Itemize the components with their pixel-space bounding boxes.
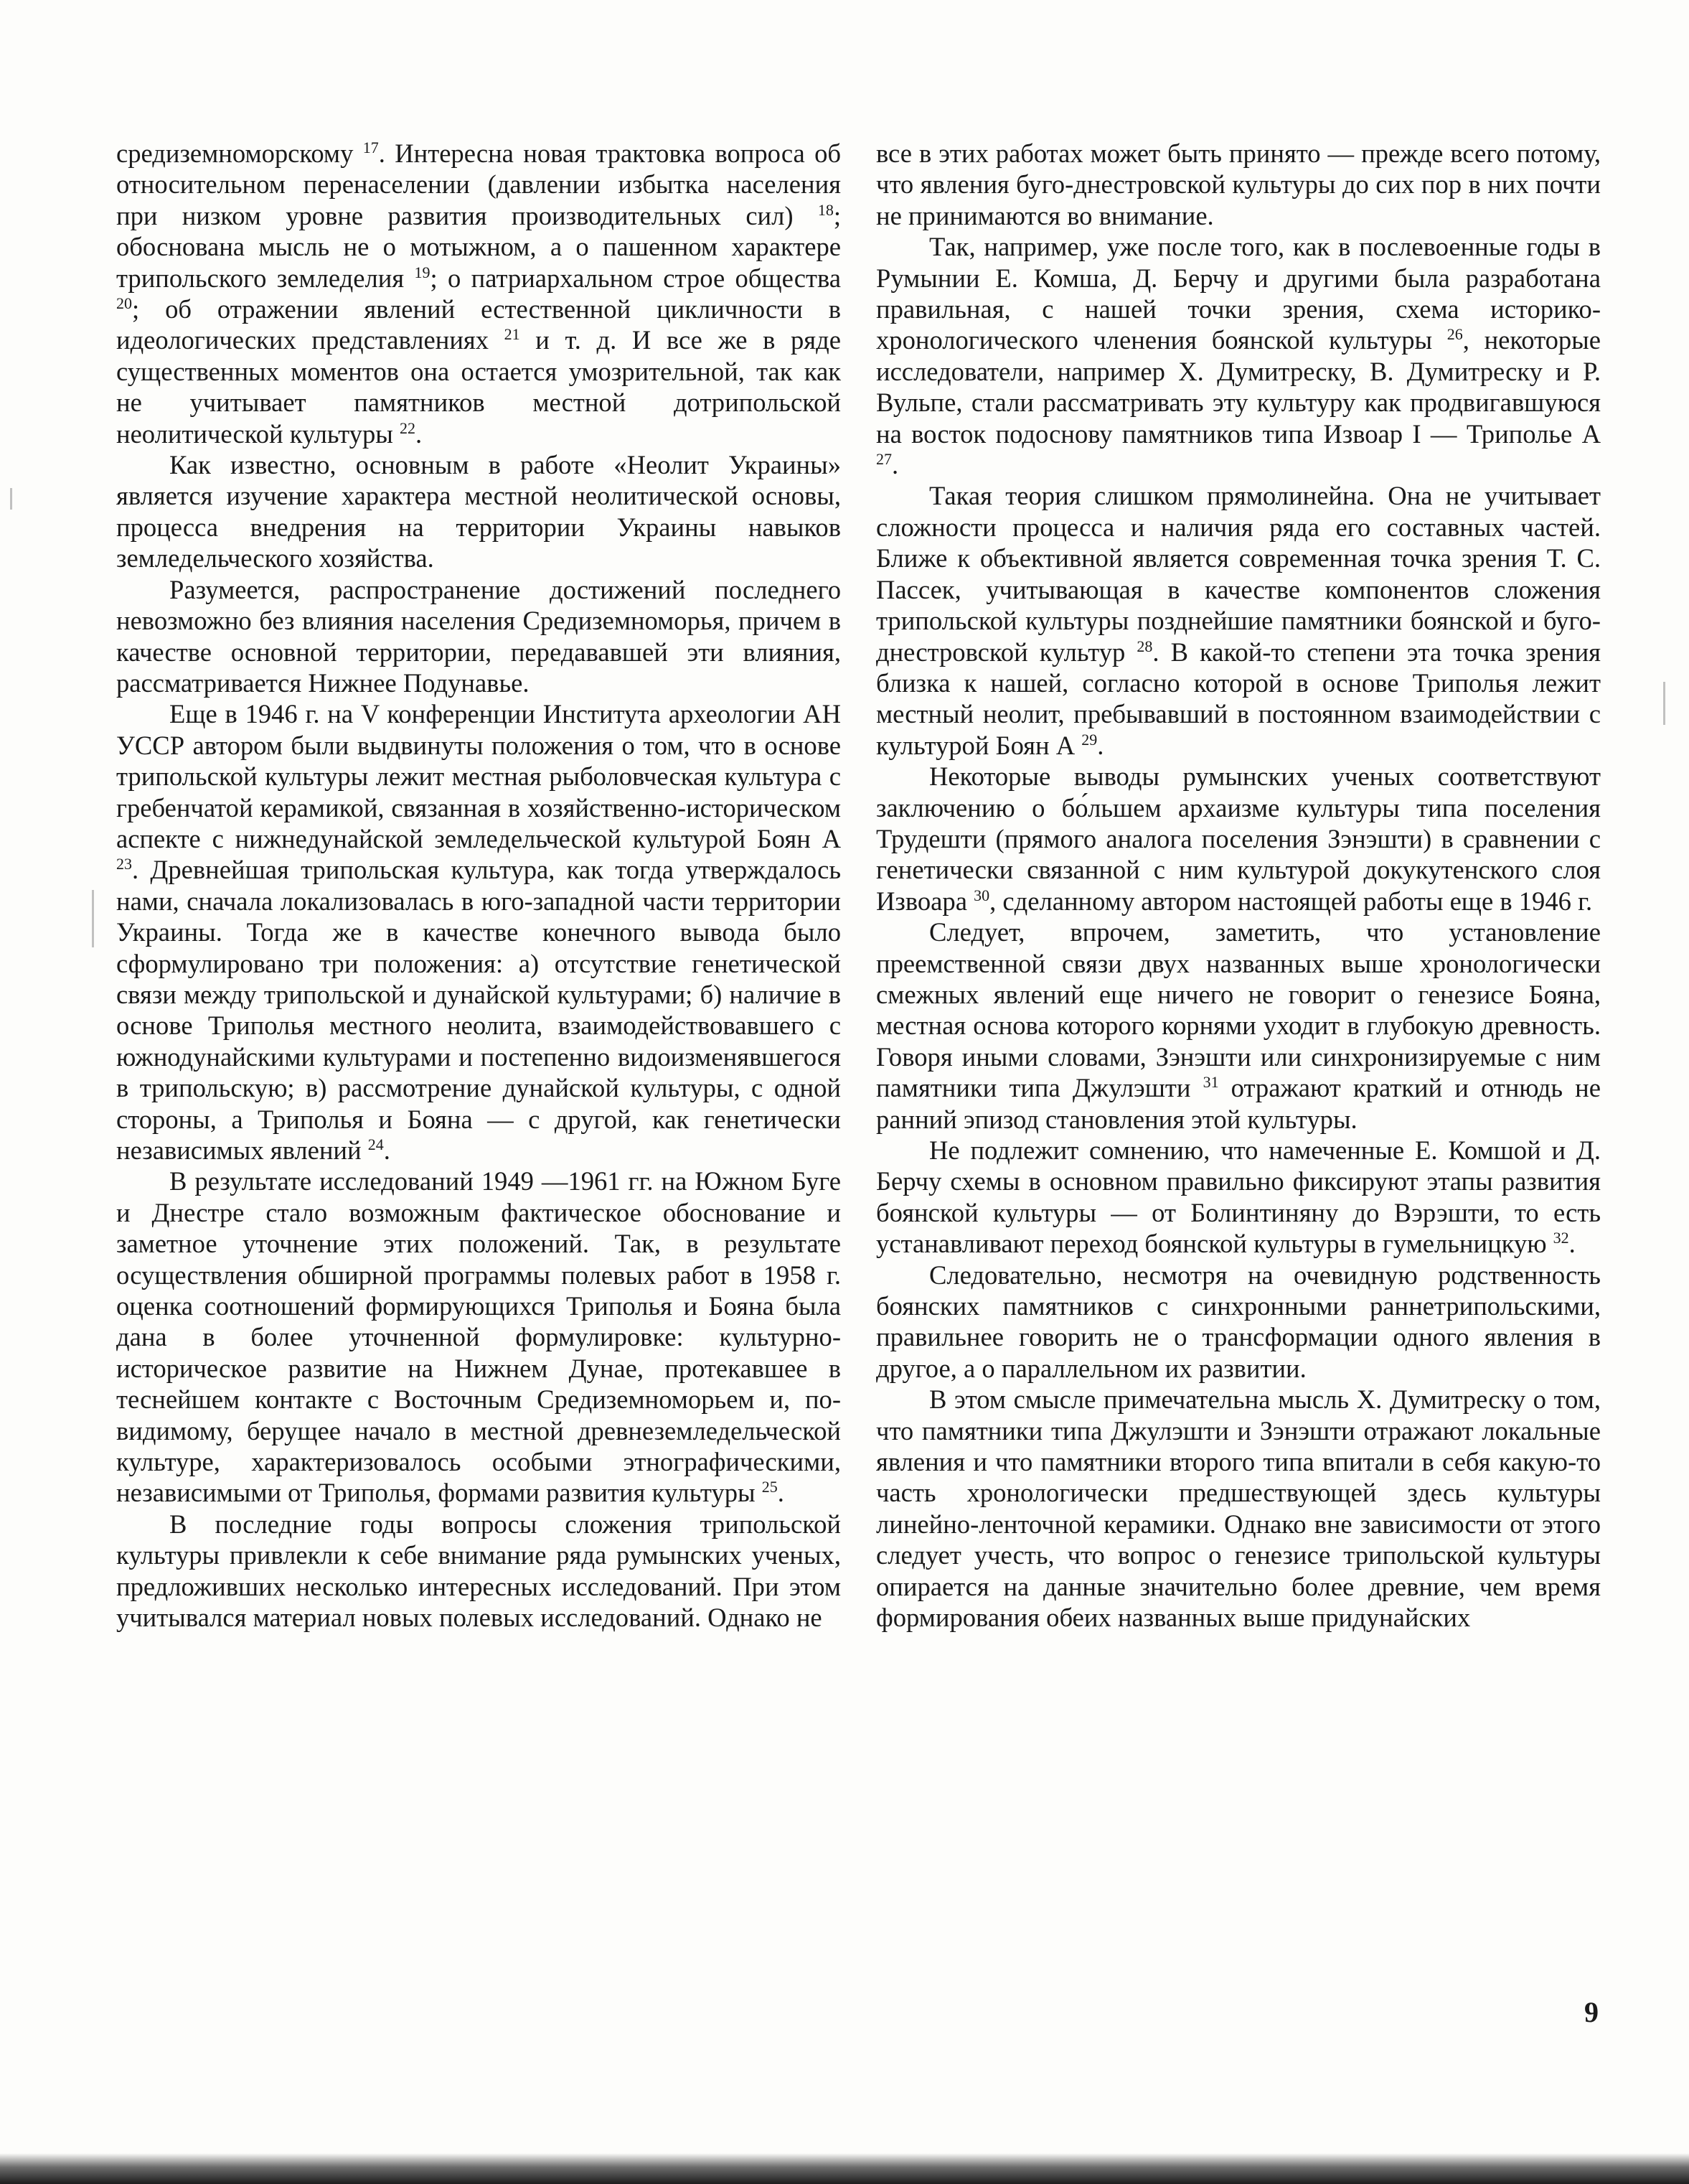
footnote-reference: 24	[367, 1135, 384, 1153]
footnote-reference: 20	[116, 294, 132, 313]
paragraph	[876, 138, 1601, 231]
text-run: . Интересна новая трактовка вопроса об относительном перенаселении (давлении избытка населения при низком уровне развития производительных сил)	[116, 139, 841, 230]
footnote-reference: 23	[116, 855, 132, 873]
paragraph	[116, 698, 841, 1166]
text-run: все в этих работах может быть принято — прежде всего потому, что явления буго-днестровской культуры до сих пор в них почти не принимаются во внимание.	[876, 139, 1601, 230]
right-column	[876, 138, 1601, 1634]
text-run: ; об отражении явлений естественной цикличности в идеологических представлениях	[116, 294, 841, 355]
footnote-reference: 25	[761, 1478, 778, 1496]
text-run: .	[415, 418, 423, 449]
text-run: отражают краткий и отнюдь не ранний эпизод становления этой культуры.	[876, 1073, 1601, 1134]
text-run: . Древнейшая трипольская культура, как тогда утверждалось нами, сначала локализовалась в юго-западной части территории Украины. Тогда же в качестве конечного вывода было сформулировано три положения: а) отсутствие генетической связи между трипольской и дунайской культурами; б) наличие в основе Триполья местного неолита, взаимодействовавшего с южнодунайскими культурами и постепенно видоизменявшегося в трипольскую; в) рассмотрение дунайской культуры, с одной стороны, а Триполья и Бояна — с другой, как генетически независимых явлений	[116, 855, 841, 1165]
paragraph	[876, 917, 1601, 1135]
paragraph	[116, 138, 841, 449]
scan-bottom-edge	[0, 2153, 1689, 2184]
text-run: Как известно, основным в работе «Неолит Украины» является изучение характера местной неолитической основы, процесса внедрения на территории Украины навыков земледельческого хозяйства.	[116, 450, 841, 573]
text-run: В этом смысле примечательна мысль Х. Думитреску о том, что памятники типа Джулэшти и Зэнэшти отражают локальные явления и что памятники второго типа впитали в себя какую-то часть хронологически предшествующей здесь культуры линейно-ленточной керамики. Однако вне зависимости от этого следует учесть, что вопрос о генезисе трипольской культуры опирается на данные значительно более древние, чем время формирования обеих названных выше придунайских	[876, 1384, 1601, 1633]
margin-mark	[92, 890, 94, 947]
footnote-reference: 27	[876, 450, 892, 469]
margin-mark	[10, 488, 12, 510]
text-run: В последние годы вопросы сложения трипольской культуры привлекли к себе внимание ряда румынских ученых, предложивших несколько интересных исследований. При этом учитывался материал новых полевых исследований. Однако не	[116, 1509, 841, 1633]
page-number: 9	[1584, 1996, 1599, 2028]
footnote-reference: 30	[974, 886, 990, 904]
text-run: и т. д. И все же в ряде существенных моментов она остается умозрительной, так как не учитывает памятников местной дотрипольской неолитической культуры	[116, 325, 841, 449]
text-run: Следовательно, несмотря на очевидную родственность боянских памятников с синхронными раннетрипольскими, правильнее говорить не о трансформации одного явления в другое, а о параллельном их развитии.	[876, 1260, 1601, 1383]
left-column	[116, 138, 841, 1634]
text-run: В результате исследований 1949 —1961 гг. на Южном Буге и Днестре стало возможным фактическое обоснование и заметное уточнение этих положений. Так, в результате осуществления обширной программы полевых работ в 1958 г. оценка соотношений формирующихся Триполья и Бояна была дана в более уточненной формулировке: культурно-историческое развитие на Нижнем Дунае, протекавшее в теснейшем контакте с Восточным Средиземноморьем и, по-видимому, берущее начало в местной древнеземледельческой культуре, характеризовалось особыми этнографическими, независимыми от Триполья, формами развития культуры	[116, 1166, 841, 1508]
paragraph	[876, 1260, 1601, 1384]
paragraph	[116, 449, 841, 574]
footnote-reference: 28	[1137, 637, 1153, 655]
footnote-reference: 26	[1446, 325, 1463, 344]
text-run: .	[1568, 1229, 1576, 1259]
text-run: .	[383, 1135, 390, 1165]
text-run: .	[777, 1478, 784, 1508]
text-run: ; обоснована мысль не о мотыжном, а о пашенном характере трипольского земледелия	[116, 200, 841, 293]
footnote-reference: 18	[817, 200, 834, 219]
paragraph	[116, 1509, 841, 1634]
text-run: Такая теория слишком прямолинейна. Она не учитывает сложности процесса и наличия ряда его составных частей. Ближе к объективной является современная точка зрения Т. С. Пассек, учитывающая в качестве компонентов сложения трипольской культуры позднейшие памятники боянской и буго-днестровской культур	[876, 481, 1601, 667]
footnote-reference: 29	[1081, 730, 1098, 749]
text-run: .	[892, 450, 899, 480]
footnote-reference: 31	[1203, 1073, 1219, 1092]
text-run: .	[1097, 730, 1104, 760]
paragraph	[876, 1384, 1601, 1633]
footnote-reference: 21	[504, 325, 520, 344]
text-run: , некоторые исследователи, например Х. Думитреску, В. Думитреску и Р. Вульпе, стали рассматривать эту культуру как продвигавшуюся на восток подоснову памятников типа Извоар I — Триполье А	[876, 325, 1601, 449]
footnote-reference: 22	[399, 418, 415, 437]
paragraph	[116, 574, 841, 699]
text-run: Так, например, уже после того, как в послевоенные годы в Румынии Е. Комша, Д. Берчу и другими была разработана правильная, с нашей точки зрения, схема историко-хронологического членения боянской культуры	[876, 232, 1601, 355]
paragraph	[876, 761, 1601, 917]
text-run: Разумеется, распространение достижений последнего невозможно без влияния населения Средиземноморья, причем в качестве основной территории, передававшей эти влияния, рассматривается Нижнее Подунавье.	[116, 574, 841, 698]
text-run: ; о патриархальном строе общества	[430, 263, 841, 293]
footnote-reference: 32	[1553, 1229, 1569, 1247]
text-run: Не подлежит сомнению, что намеченные Е. Комшой и Д. Берчу схемы в основном правильно фиксируют этапы развития боянской культуры — от Болинтиняну до Вэрэшти, то есть устанавливают переход боянской культуры в гумельницкую	[876, 1135, 1601, 1259]
text-run: Некоторые выводы румынских ученых соответствуют заключению о бо́льшем архаизме культуры типа поселения Трудешти (прямого аналога поселения Зэнэшти) в сравнении с генетически связанной с ним культурой докукутенского слоя Извоара	[876, 761, 1601, 916]
footnote-reference: 19	[414, 263, 431, 281]
text-run: Следует, впрочем, заметить, что установление преемственной связи двух названных выше хронологически смежных явлений еще ничего не говорит о генезисе Бояна, местная основа которого корнями уходит в глубокую древность. Говоря иными словами, Зэнэшти или синхронизируемые с ним памятники типа Джулэшти	[876, 917, 1601, 1103]
text-run: . В какой-то степени эта точка зрения близка к нашей, согласно которой в основе Триполья лежит местный неолит, пребывавший в постоянном взаимодействии с культурой Боян А	[876, 637, 1601, 760]
margin-mark	[1663, 682, 1665, 725]
paragraph	[876, 1135, 1601, 1260]
paragraph	[876, 231, 1601, 480]
footnote-reference: 17	[362, 139, 379, 156]
paragraph	[876, 480, 1601, 761]
text-run: средиземноморскому	[116, 139, 363, 168]
text-run: , сделанному автором настоящей работы еще в 1946 г.	[989, 886, 1593, 916]
paragraph	[116, 1166, 841, 1508]
text-run: Еще в 1946 г. на V конференции Института археологии АН УССР автором были выдвинуты положения о том, что в основе трипольской культуры лежит местная рыболовческая культура с гребенчатой керамикой, связанная в хозяйственно-историческом аспекте с нижнедунайской земледельческой культурой Боян А	[116, 699, 841, 853]
